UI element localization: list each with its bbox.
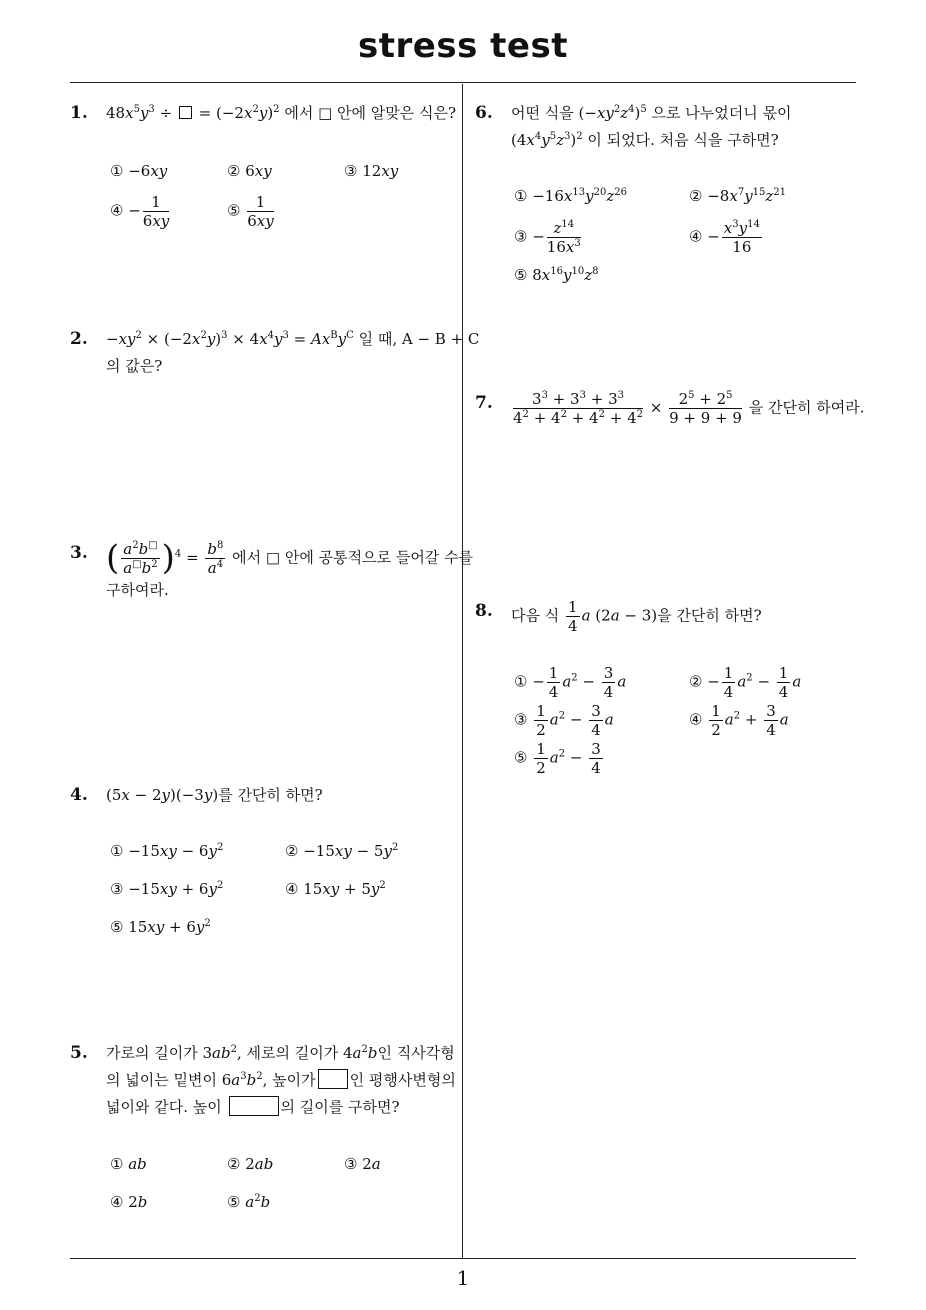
question-text: ( $\frac{a^2b^□}{a^□b^2}$ )$^4$ = $\frac{b^8}{a^4}$ 에서 □ 안에 공통적으로 들어갈 수를 구하여라. <box>106 538 474 599</box>
q8-option-3[interactable]: ③ $\frac{1}{2}$ $a^2$ − $\frac{3}{4}$ a <box>514 702 614 739</box>
q6-option-5[interactable]: ⑤ $8x^{16}y^{10}z^8$ <box>514 266 599 284</box>
question-number: 7. <box>475 393 493 413</box>
q1-option-4[interactable]: ④ − $\frac{1}{6xy}$ <box>110 193 170 230</box>
q4-option-5[interactable]: ⑤ $15xy + 6y^2$ <box>110 918 211 936</box>
question-number: 8. <box>475 601 493 621</box>
q5-option-2[interactable]: ② 2ab <box>227 1155 274 1173</box>
blank-box <box>318 1069 348 1089</box>
q4-option-1[interactable]: ① $-15xy - 6y^2$ <box>110 842 224 860</box>
q1-option-2[interactable]: ② 6xy <box>227 162 272 180</box>
q5-option-4[interactable]: ④ 2b <box>110 1193 148 1211</box>
question-text: $\frac{3^3 + 3^3 + 3^3}{4^2 + 4^2 + 4^2 + 4^2}$ × $\frac{2^5 + 2^5}{9 + 9 + 9}$ 을 간단히 하여라. <box>513 390 865 427</box>
question-number: 5. <box>70 1043 88 1063</box>
q8-option-1[interactable]: ① − $\frac{1}{4}$ $a^2$ − $\frac{3}{4}$ a <box>514 664 627 701</box>
q6-option-3[interactable]: ③ − $\frac{z^{14}}{16x^3}$ <box>514 219 581 256</box>
question-text: 가로의 길이가 $3ab^2$, 세로의 길이가 $4a^2b$인 직사각형 의 넓이는 밑변이 $6a^3b^2$, 높이가 인 평행사변형의 넓이와 같다. 높이 의 길이를 구하면? <box>106 1044 456 1116</box>
q1-option-1[interactable]: ① −6xy <box>110 162 168 180</box>
column-divider <box>462 84 463 1258</box>
q8-option-2[interactable]: ② − $\frac{1}{4}$ $a^2$ − $\frac{1}{4}$ a <box>689 664 802 701</box>
question-number: 6. <box>475 103 493 123</box>
question-text: 다음 식 $\frac{1}{4}$ a (2a − 3)을 간단히 하면? <box>511 598 762 635</box>
q6-option-1[interactable]: ① $-16x^{13}y^{20}z^{26}$ <box>514 187 627 205</box>
question-text: $-xy^2 \times (-2x^2y)^3 \times 4x^4y^3 = Ax^By^C$ 일 때, A − B + C 의 값은? <box>106 330 480 375</box>
page-number: 1 <box>456 1266 470 1290</box>
q6-option-4[interactable]: ④ − $\frac{x^3y^{14}}{16}$ <box>689 219 760 256</box>
blank-box <box>229 1096 279 1116</box>
question-text: 어떤 식을 $(-xy^2z^4)^5$ 으로 나누었더니 몫이 $(4x^4y^5z^3)^2$ 이 되었다. 처음 식을 구하면? <box>511 104 792 149</box>
q4-option-3[interactable]: ③ $-15xy + 6y^2$ <box>110 880 224 898</box>
q4-option-4[interactable]: ④ $15xy + 5y^2$ <box>285 880 386 898</box>
question-number: 1. <box>70 103 88 123</box>
question-text: (5x − 2y)(−3y)를 간단히 하면? <box>106 786 323 804</box>
q8-option-5[interactable]: ⑤ $\frac{1}{2}$ $a^2$ − $\frac{3}{4}$ <box>514 740 601 777</box>
q6-option-2[interactable]: ② $-8x^7y^{15}z^{21}$ <box>689 187 787 205</box>
question-number: 3. <box>70 543 88 563</box>
q5-option-5[interactable]: ⑤ $a^2b$ <box>227 1193 271 1211</box>
q1-option-3[interactable]: ③ 12xy <box>344 162 399 180</box>
top-rule <box>70 82 856 83</box>
question-number: 4. <box>70 785 88 805</box>
q1-option-5[interactable]: ⑤ $\frac{1}{6xy}$ <box>227 193 274 230</box>
question-number: 2. <box>70 329 88 349</box>
q4-option-2[interactable]: ② $-15xy - 5y^2$ <box>285 842 399 860</box>
q5-option-1[interactable]: ① ab <box>110 1155 147 1173</box>
q5-option-3[interactable]: ③ 2a <box>344 1155 381 1173</box>
bottom-rule <box>70 1258 856 1259</box>
question-text: $48x^5y^3$ ÷ = $(-2x^2y)^2$ 에서 □ 안에 알맞은 식은? <box>106 104 457 122</box>
page-title: stress test <box>358 26 568 66</box>
q8-option-4[interactable]: ④ $\frac{1}{2}$ $a^2$ + $\frac{3}{4}$ a <box>689 702 789 739</box>
